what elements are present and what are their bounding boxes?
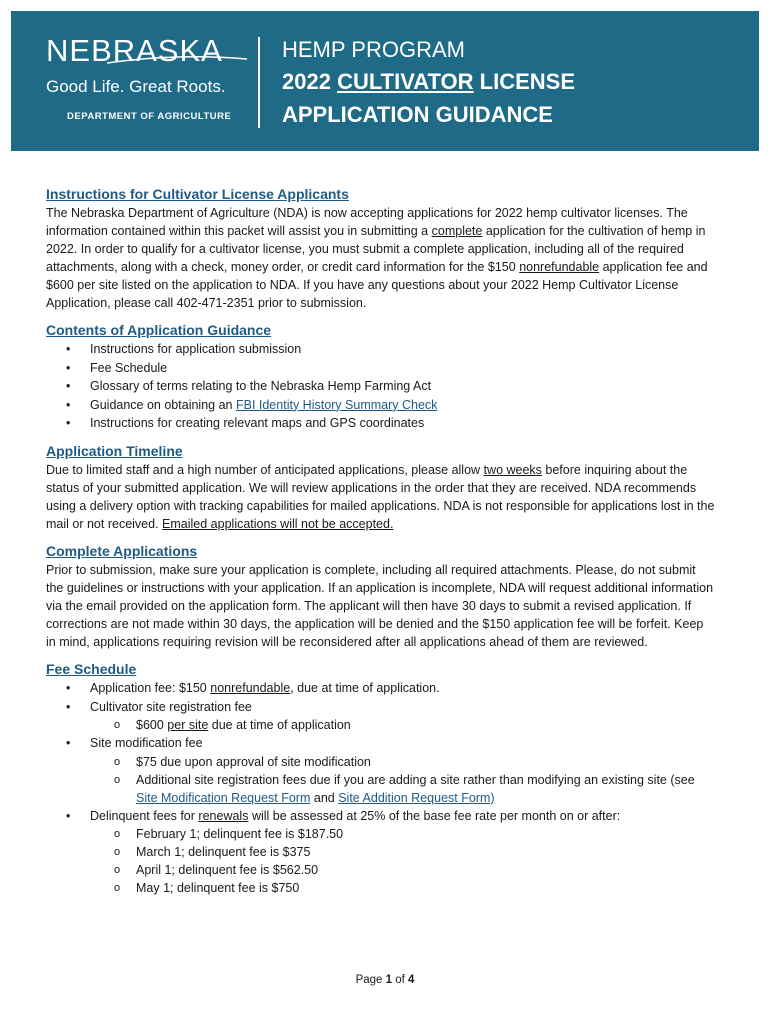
list-item (46, 734, 716, 807)
list-item: • Fee Schedule (46, 359, 716, 378)
sub-list-item: o May 1; delinquent fee is $750 (90, 879, 716, 897)
timeline-text-1: Due to limited staff and a high number of anticipated applications, please allow (46, 462, 481, 477)
of-label: of (395, 974, 405, 986)
list-item-text: Guidance on obtaining an (90, 397, 233, 412)
contents-list (46, 340, 716, 433)
instructions-heading: Instructions for Cultivator License Applicants (46, 186, 349, 202)
header-banner (11, 11, 759, 151)
sub-list (90, 716, 716, 734)
fee-600: $600 (136, 718, 164, 733)
logo-swoosh-icon (107, 55, 247, 65)
fees-list (46, 679, 716, 897)
instructions-paragraph (46, 204, 716, 312)
banner-divider (258, 37, 260, 128)
instructions-nonrefundable-underlined: nonrefundable (519, 260, 600, 274)
fee-delinquent-pre: Delinquent fees for (90, 808, 195, 823)
section-complete (46, 541, 716, 651)
sub-list (90, 825, 716, 897)
instructions-text-2: application for the cultivation of hemp in 2022. In order to qualify for a cultivator license, you must submit a complete application, including all of the required attachments, along with a check, money order, or credit card information for the $150 (46, 224, 706, 274)
timeline-heading: Application Timeline (46, 442, 183, 459)
section-contents (46, 320, 716, 433)
sub-list-item: o April 1; delinquent fee is $562.50 (90, 861, 716, 879)
fee-site-reg: Cultivator site registration fee (90, 699, 252, 714)
timeline-two-weeks: two weeks (483, 462, 542, 477)
list-item: • Instructions for application submission (46, 340, 716, 359)
fee-delinquent-post: will be assessed at 25% of the base fee rate per month on or after: (251, 808, 621, 823)
fee-and: and (313, 790, 335, 805)
fee-renewals: renewals (198, 808, 249, 823)
section-fees (46, 659, 716, 897)
fee-site-post: due at time of application (211, 718, 351, 733)
fees-heading: Fee Schedule (46, 660, 137, 677)
list-item (46, 396, 716, 415)
list-item (46, 679, 716, 698)
banner-title-guidance: APPLICATION GUIDANCE (282, 102, 553, 127)
sub-list (90, 753, 716, 807)
fee-app-text: Application fee: $150 (90, 680, 207, 695)
timeline-paragraph (46, 461, 716, 533)
document-body (46, 184, 716, 905)
list-item: • Glossary of terms relating to the Nebraska Hemp Farming Act (46, 377, 716, 396)
sub-list-item: o $75 due upon approval of site modification (90, 753, 716, 771)
complete-paragraph: Prior to submission, make sure your application is complete, including all required attachments. Please, do not submit the guidelines or instructions with your application. If an application is incomplete, NDA will request additional information via the email provided on the application form. The applicant will then have 30 days to submit a revised application. If corrections are not made within 30 days, the application will be denied and the $150 application fee will be forfeit. Keep in mind, applications requiring revision will be reconsidered after all applications ahead of them are reviewed. (46, 562, 714, 649)
contents-heading: Contents of Application Guidance (46, 322, 272, 338)
banner-title-license-word: LICENSE (479, 69, 576, 94)
sub-list-item (90, 771, 716, 807)
section-timeline (46, 441, 716, 533)
banner-title-program: HEMP PROGRAM (282, 37, 465, 62)
list-item: • Instructions for creating relevant maps and GPS coordinates (46, 414, 716, 433)
fee-site-mod: Site modification fee (90, 736, 203, 751)
page-footer (0, 974, 770, 986)
site-addition-form-link[interactable]: Site Addition Request Form) (338, 790, 495, 805)
section-instructions (46, 184, 716, 312)
logo-department: DEPARTMENT OF AGRICULTURE (67, 111, 232, 122)
page-number: 1 (385, 974, 393, 986)
sub-list-item: o February 1; delinquent fee is $187.50 (90, 825, 716, 843)
fee-nonrefundable: nonrefundable (210, 680, 291, 695)
list-item (46, 698, 716, 735)
fee-app-post: , due at time of application. (290, 680, 440, 695)
fee-additional-text: Additional site registration fees due if you are adding a site rather than modifying an existing site (see (136, 772, 695, 787)
list-item (46, 807, 716, 898)
instructions-text-3: application fee and $600 per site listed on the application to NDA. If you have any questions about your 2022 Hemp Cultivator License Application, please call 402-471-2351 prior to submission. (46, 260, 708, 310)
site-modification-form-link[interactable]: Site Modification Request Form (136, 790, 311, 805)
sub-list-item: o March 1; delinquent fee is $375 (90, 843, 716, 861)
nebraska-logo-wordmark: NEBRASKA (46, 33, 223, 68)
instructions-text-1: The Nebraska Department of Agriculture (NDA) is now accepting applications for 2022 hemp cultivator licenses. The information contained within this packet will assist you in submitting a (46, 206, 688, 238)
page-label: Page (355, 974, 383, 986)
timeline-email-warning: Emailed applications will not be accepted. (162, 516, 394, 531)
complete-heading: Complete Applications (46, 542, 198, 559)
banner-title-cultivator: CULTIVATOR (337, 69, 474, 94)
fbi-identity-link[interactable]: FBI Identity History Summary Check (235, 397, 438, 412)
fee-per-site: per site (167, 718, 209, 733)
banner-title-year: 2022 (282, 69, 331, 94)
page-total: 4 (408, 974, 415, 986)
timeline-text-2: before inquiring about the status of your submitted application. We will review applications in the order that they are received. NDA recommends using a delivery option with tracking capabilities for mailed applications. NDA is not responsible for applications lost in the mail or not received. (46, 462, 715, 531)
banner-title-license (282, 69, 575, 95)
logo-tagline: Good Life. Great Roots. (46, 77, 226, 96)
sub-list-item (90, 716, 716, 734)
instructions-complete-underlined: complete (431, 224, 483, 238)
